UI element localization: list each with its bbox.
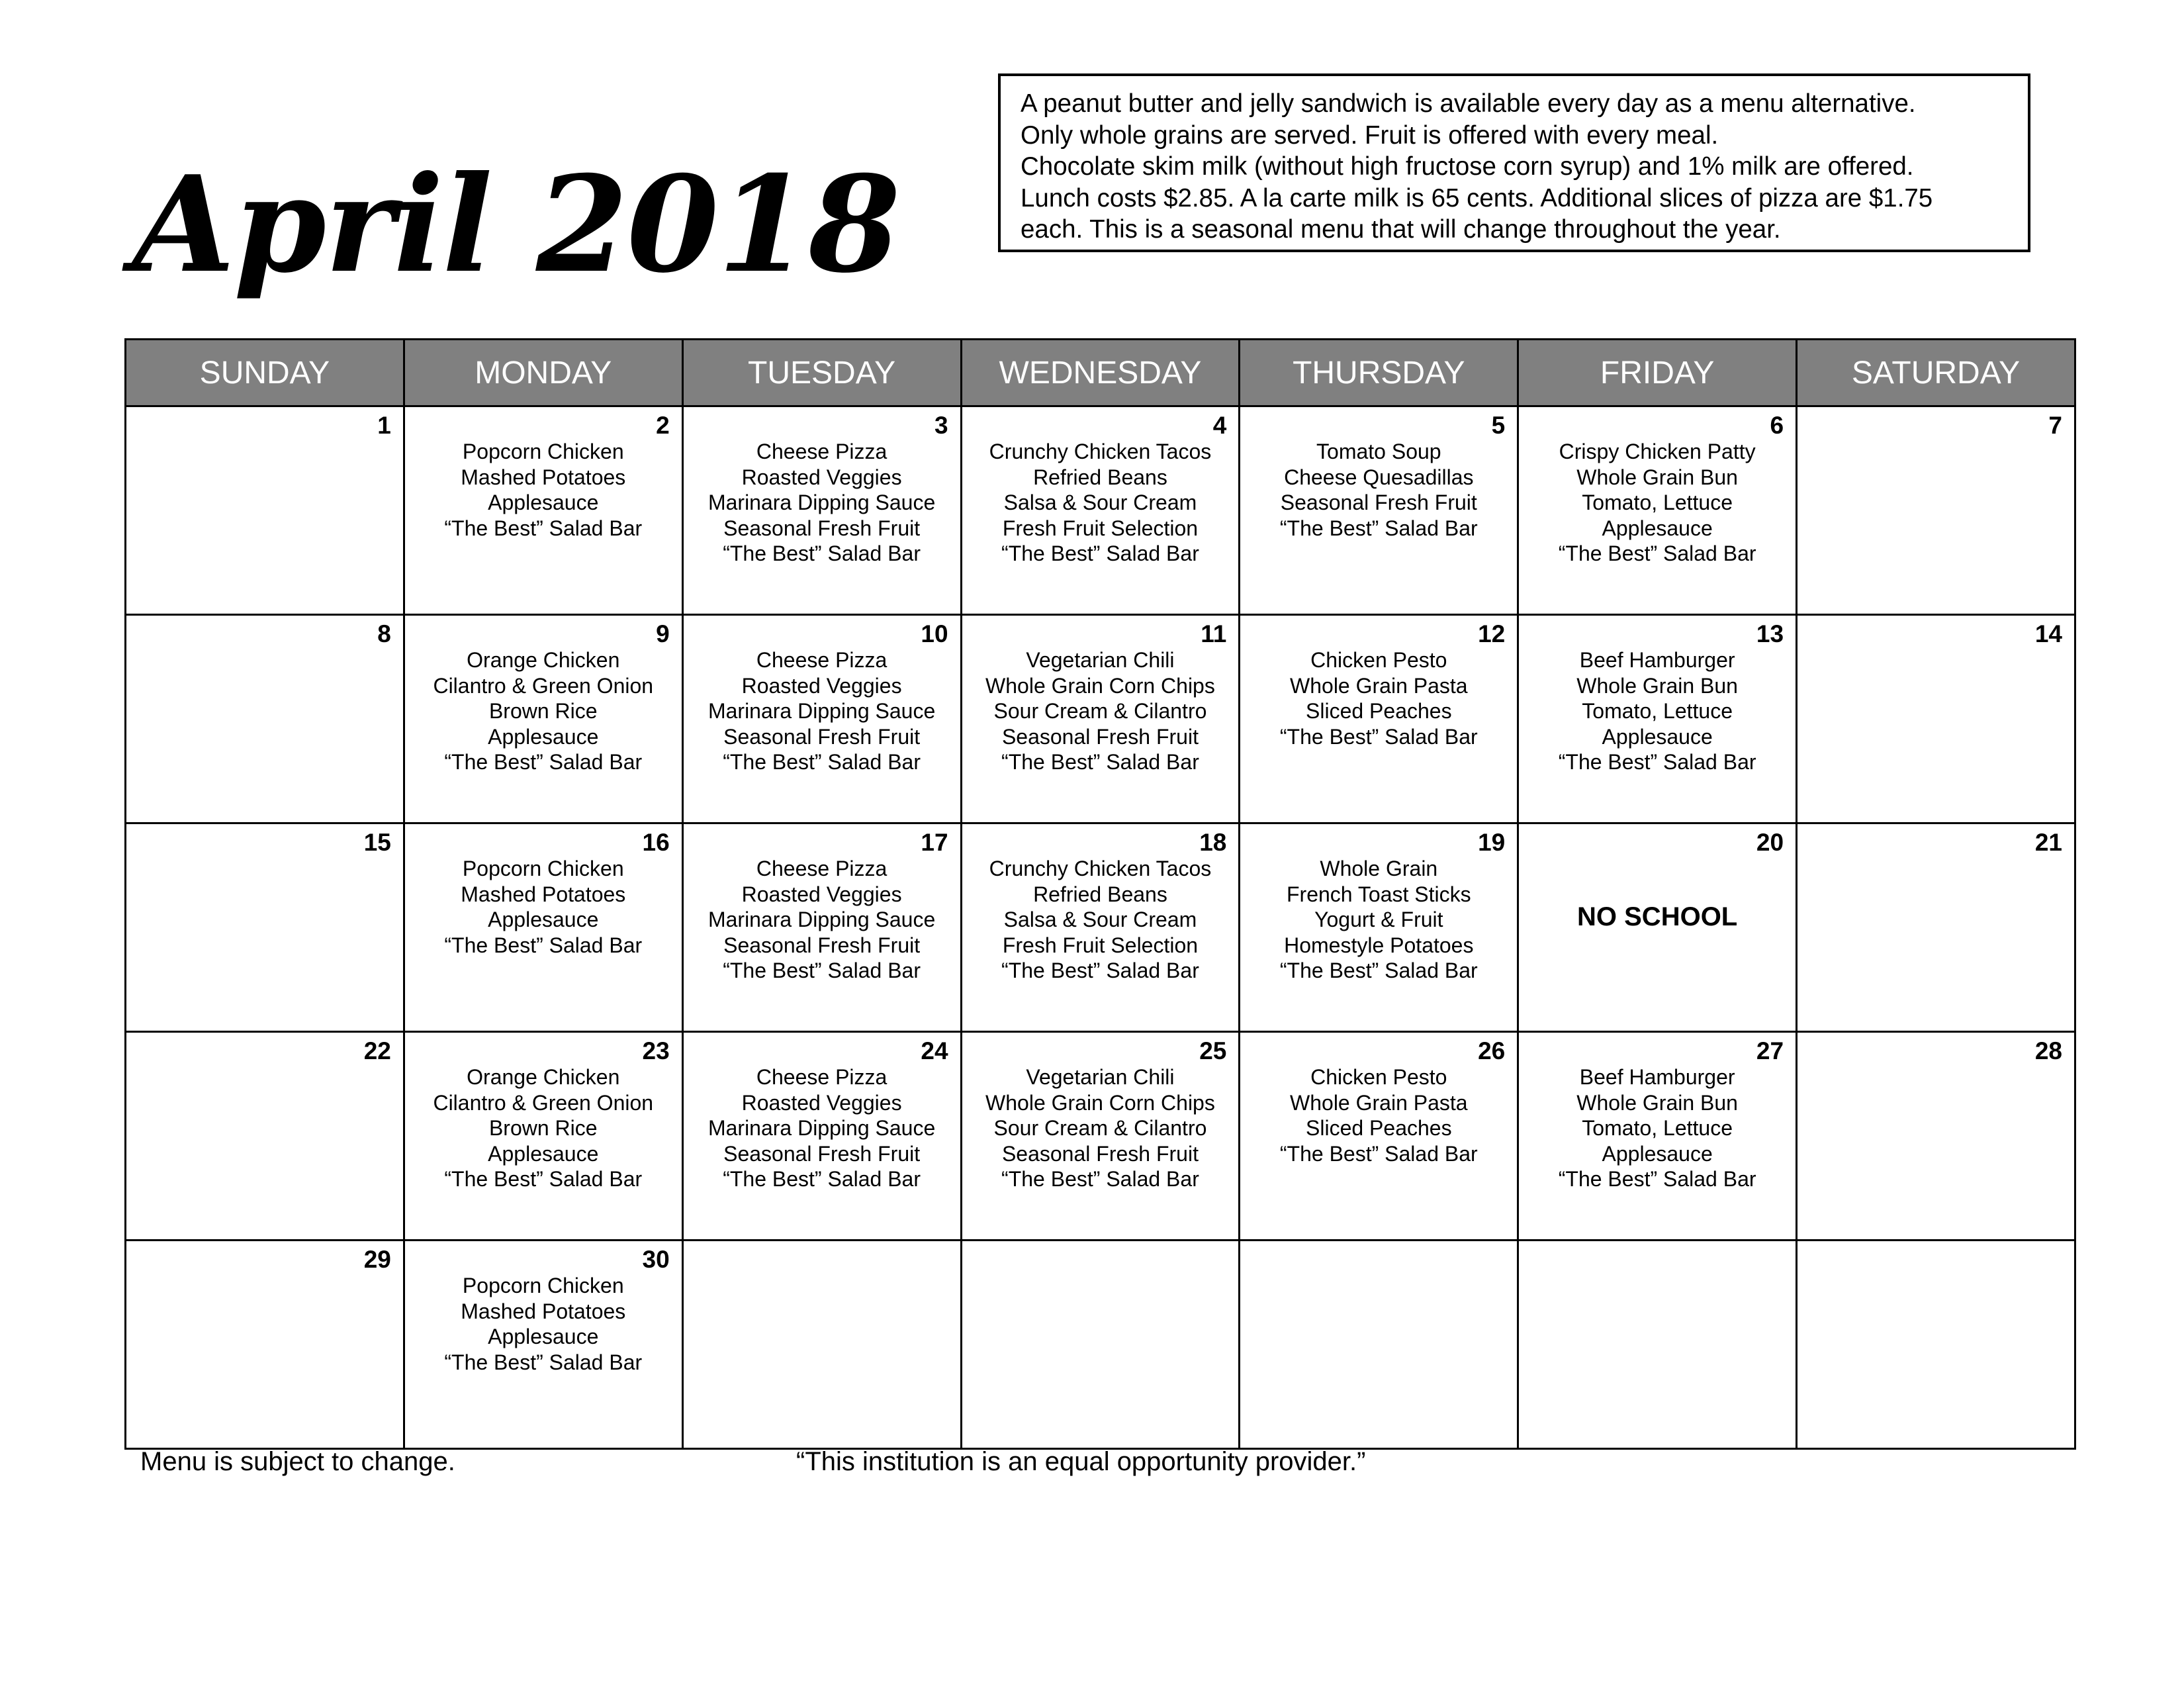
menu-item: Homestyle Potatoes [1284,933,1474,957]
menu-item: Popcorn Chicken [462,857,624,880]
menu-item: “The Best” Salad Bar [444,516,643,540]
day-cell [1240,823,1518,1032]
day-cell [961,615,1240,823]
menu-item: Tomato, Lettuce [1582,699,1733,723]
day-cell [126,615,404,823]
weekday-header-tuesday: TUESDAY [682,340,961,406]
day-cell [961,823,1240,1032]
menu-item: Whole Grain Corn Chips [985,1090,1215,1115]
menu-item: Whole Grain Bun [1576,1090,1738,1115]
day-number: 6 [1770,412,1784,439]
day-number: 7 [2048,412,2062,439]
menu-disclaimer: Menu is subject to change. [140,1447,455,1476]
menu-item: Applesauce [488,1325,599,1348]
day-number [1797,1241,2074,1273]
menu-item: Applesauce [488,724,599,749]
menu-item: Whole Grain Bun [1576,673,1738,698]
notice-line: Lunch costs $2.85. A la carte milk is 65 cents. Additional slices of pizza are $1.75 [1021,183,1933,212]
day-cell [1797,1032,2075,1241]
menu-item: Marinara Dipping Sauce [707,491,936,514]
menu-item: Applesauce [1602,1141,1713,1166]
calendar-week-row [126,615,2075,823]
day-number: 12 [1478,620,1506,647]
menu-item: Marinara Dipping Sauce [707,908,936,931]
menu-item: “The Best” Salad Bar [1001,1167,1199,1191]
menu-item: Whole Grain Pasta [1290,1090,1468,1115]
day-number: 16 [642,829,670,856]
menu-item: Salsa & Sour Cream [1003,491,1197,514]
menu-item: “The Best” Salad Bar [444,1350,643,1374]
menu-item: “The Best” Salad Bar [723,1167,921,1191]
menu-item: Tomato, Lettuce [1582,1116,1733,1140]
day-cell [682,615,961,823]
day-cell [1797,406,2075,615]
menu-item: “The Best” Salad Bar [723,750,921,774]
day-cell [1797,615,2075,823]
day-cell [1240,406,1518,615]
menu-item: “The Best” Salad Bar [1001,959,1199,982]
day-cell [1518,823,1797,1032]
menu-item: Seasonal Fresh Fruit [723,724,921,749]
menu-item: French Toast Sticks [1286,882,1471,906]
menu-item: Applesauce [488,908,599,931]
day-number: 14 [2034,620,2062,647]
day-cell [126,1032,404,1241]
menu-item: Seasonal Fresh Fruit [1001,724,1199,749]
day-number: 3 [934,412,948,439]
weekday-header-friday: FRIDAY [1518,340,1797,406]
menu-item: Fresh Fruit Selection [1002,516,1199,540]
menu-item: Mashed Potatoes [461,1299,626,1323]
day-cell [1240,1032,1518,1241]
day-number [962,1241,1239,1273]
day-number: 4 [1212,412,1227,439]
menu-item: Roasted Veggies [741,673,902,698]
calendar-week-row [126,406,2075,615]
menu-item: Sliced Peaches [1306,699,1452,723]
day-number: 13 [1756,620,1784,647]
menu-item: “The Best” Salad Bar [723,541,921,565]
menu-item: Seasonal Fresh Fruit [723,1141,921,1166]
day-number: 25 [1199,1037,1227,1064]
day-number [1519,1241,1796,1273]
menu-item: Roasted Veggies [741,882,902,906]
menu-item: “The Best” Salad Bar [444,933,643,957]
menu-item: Sour Cream & Cilantro [993,699,1207,723]
menu-item: “The Best” Salad Bar [1279,959,1478,982]
day-number: 15 [363,829,391,856]
menu-item: Orange Chicken [467,1065,620,1089]
page-title: April 2018 [132,147,899,303]
menu-item: “The Best” Salad Bar [1279,724,1478,749]
menu-item: Yogurt & Fruit [1314,908,1443,931]
notice-line: Only whole grains are served. Fruit is offered with every meal. [1021,120,1719,150]
menu-item: Whole Grain Bun [1576,465,1738,489]
menu-item: Seasonal Fresh Fruit [723,933,921,957]
day-number: 19 [1478,829,1506,856]
day-cell [1518,1241,1797,1449]
menu-item: Popcorn Chicken [462,440,624,463]
menu-item: “The Best” Salad Bar [1279,516,1478,540]
weekday-header-thursday: THURSDAY [1240,340,1518,406]
menu-item: Applesauce [1602,516,1713,540]
menu-item: Vegetarian Chili [1026,1065,1175,1089]
weekday-header-wednesday: WEDNESDAY [961,340,1240,406]
day-cell [126,823,404,1032]
menu-item: “The Best” Salad Bar [1558,541,1756,565]
menu-item: Cheese Pizza [756,857,887,880]
menu-item: Seasonal Fresh Fruit [723,516,921,540]
menu-item: Tomato Soup [1316,440,1441,463]
weekday-header-saturday: SATURDAY [1797,340,2075,406]
weekday-header-sunday: SUNDAY [126,340,404,406]
day-number: 11 [1201,620,1227,647]
day-number: 23 [642,1037,670,1064]
day-cell [404,823,682,1032]
menu-item: Tomato, Lettuce [1582,491,1733,514]
day-cell [404,406,682,615]
menu-item: “The Best” Salad Bar [1558,750,1756,774]
day-number [1240,1241,1517,1273]
menu-item: Crunchy Chicken Tacos [989,440,1212,463]
menu-item: “The Best” Salad Bar [723,959,921,982]
menu-item: Vegetarian Chili [1026,648,1175,672]
menu-item: Roasted Veggies [741,1090,902,1115]
menu-item: Beef Hamburger [1579,1065,1735,1089]
menu-item: Chicken Pesto [1310,648,1447,672]
menu-item: Marinara Dipping Sauce [707,1116,936,1140]
menu-item: Sour Cream & Cilantro [993,1116,1207,1140]
day-number [684,1241,960,1273]
day-number: 21 [2034,829,2062,856]
day-cell [961,406,1240,615]
menu-item: Mashed Potatoes [461,882,626,906]
menu-item: Salsa & Sour Cream [1003,908,1197,931]
day-cell [404,1032,682,1241]
day-number: 30 [642,1246,670,1273]
day-number: 24 [921,1037,948,1064]
notice-line: Chocolate skim milk (without high fructose corn syrup) and 1% milk are offered. [1021,152,1914,181]
menu-item: Refried Beans [1033,465,1167,489]
day-cell [682,1032,961,1241]
day-cell [1518,1032,1797,1241]
weekday-header-monday: MONDAY [404,340,682,406]
day-cell [126,1241,404,1449]
menu-item: Marinara Dipping Sauce [707,699,936,723]
menu-item: Mashed Potatoes [461,465,626,489]
day-number: 18 [1199,829,1227,856]
menu-item: Applesauce [488,1141,599,1166]
menu-item: Refried Beans [1033,882,1167,906]
calendar-body [126,406,2075,1449]
menu-item: Whole Grain Pasta [1290,673,1468,698]
menu-item: Orange Chicken [467,648,620,672]
menu-item: Cilantro & Green Onion [433,1090,654,1115]
day-cell [404,1241,682,1449]
menu-item: Crispy Chicken Patty [1559,440,1756,463]
day-number: 9 [656,620,670,647]
menu-item: “The Best” Salad Bar [444,750,643,774]
day-cell [1240,1241,1518,1449]
day-cell [682,406,961,615]
menu-item: Cheese Pizza [756,440,887,463]
day-number: 22 [363,1037,391,1064]
menu-item: Chicken Pesto [1310,1065,1447,1089]
menu-item: Popcorn Chicken [462,1274,624,1297]
day-cell [1240,615,1518,823]
notice-line: A peanut butter and jelly sandwich is available every day as a menu alternative. [1021,89,1916,118]
day-cell [1518,406,1797,615]
menu-item: Cheese Pizza [756,648,887,672]
day-cell [1797,823,2075,1032]
day-cell [126,406,404,615]
day-number: 5 [1491,412,1506,439]
weekday-header-row [126,340,2075,406]
menu-item: Cilantro & Green Onion [433,673,654,698]
day-number: 20 [1756,829,1784,856]
menu-item: Brown Rice [488,1116,598,1140]
equal-opportunity-statement: “This institution is an equal opportunity provider.” [796,1447,1366,1476]
menu-item: “The Best” Salad Bar [1558,1167,1756,1191]
day-number: 26 [1478,1037,1506,1064]
day-cell [961,1241,1240,1449]
day-number: 2 [656,412,670,439]
menu-item: Brown Rice [488,699,598,723]
day-cell [404,615,682,823]
day-cell [1797,1241,2075,1449]
menu-item: Cheese Quesadillas [1284,465,1474,489]
calendar-week-row [126,823,2075,1032]
day-number: 28 [2034,1037,2062,1064]
day-cell [1518,615,1797,823]
menu-item: Whole Grain Corn Chips [985,673,1215,698]
day-number: 27 [1756,1037,1784,1064]
day-number: 8 [377,620,391,647]
menu-item: Applesauce [488,491,599,514]
day-cell [682,1241,961,1449]
menu-item: Whole Grain [1320,857,1438,880]
menu-item: Sliced Peaches [1306,1116,1452,1140]
day-number: 29 [363,1246,391,1273]
menu-item: Beef Hamburger [1579,648,1735,672]
notice-line: each. This is a seasonal menu that will change throughout the year. [1021,215,1781,244]
menu-item: Applesauce [1602,724,1713,749]
menu-item: “The Best” Salad Bar [1001,541,1199,565]
menu-calendar [124,338,2076,1450]
menu-item: Fresh Fruit Selection [1002,933,1199,957]
day-number: 10 [921,620,948,647]
day-cell [682,823,961,1032]
day-cell [961,1032,1240,1241]
menu-notice-box [998,73,2030,252]
menu-item: Roasted Veggies [741,465,902,489]
calendar-week-row [126,1241,2075,1449]
menu-item: Seasonal Fresh Fruit [1280,491,1477,514]
calendar-week-row [126,1032,2075,1241]
day-number: 17 [921,829,948,856]
menu-item: Seasonal Fresh Fruit [1001,1141,1199,1166]
menu-item: “The Best” Salad Bar [1279,1141,1478,1166]
menu-item: Cheese Pizza [756,1065,887,1089]
menu-item: Crunchy Chicken Tacos [989,857,1212,880]
menu-item: “The Best” Salad Bar [1001,750,1199,774]
no-school-label: NO SCHOOL [1577,902,1738,931]
day-number: 1 [377,412,391,439]
menu-item: “The Best” Salad Bar [444,1167,643,1191]
